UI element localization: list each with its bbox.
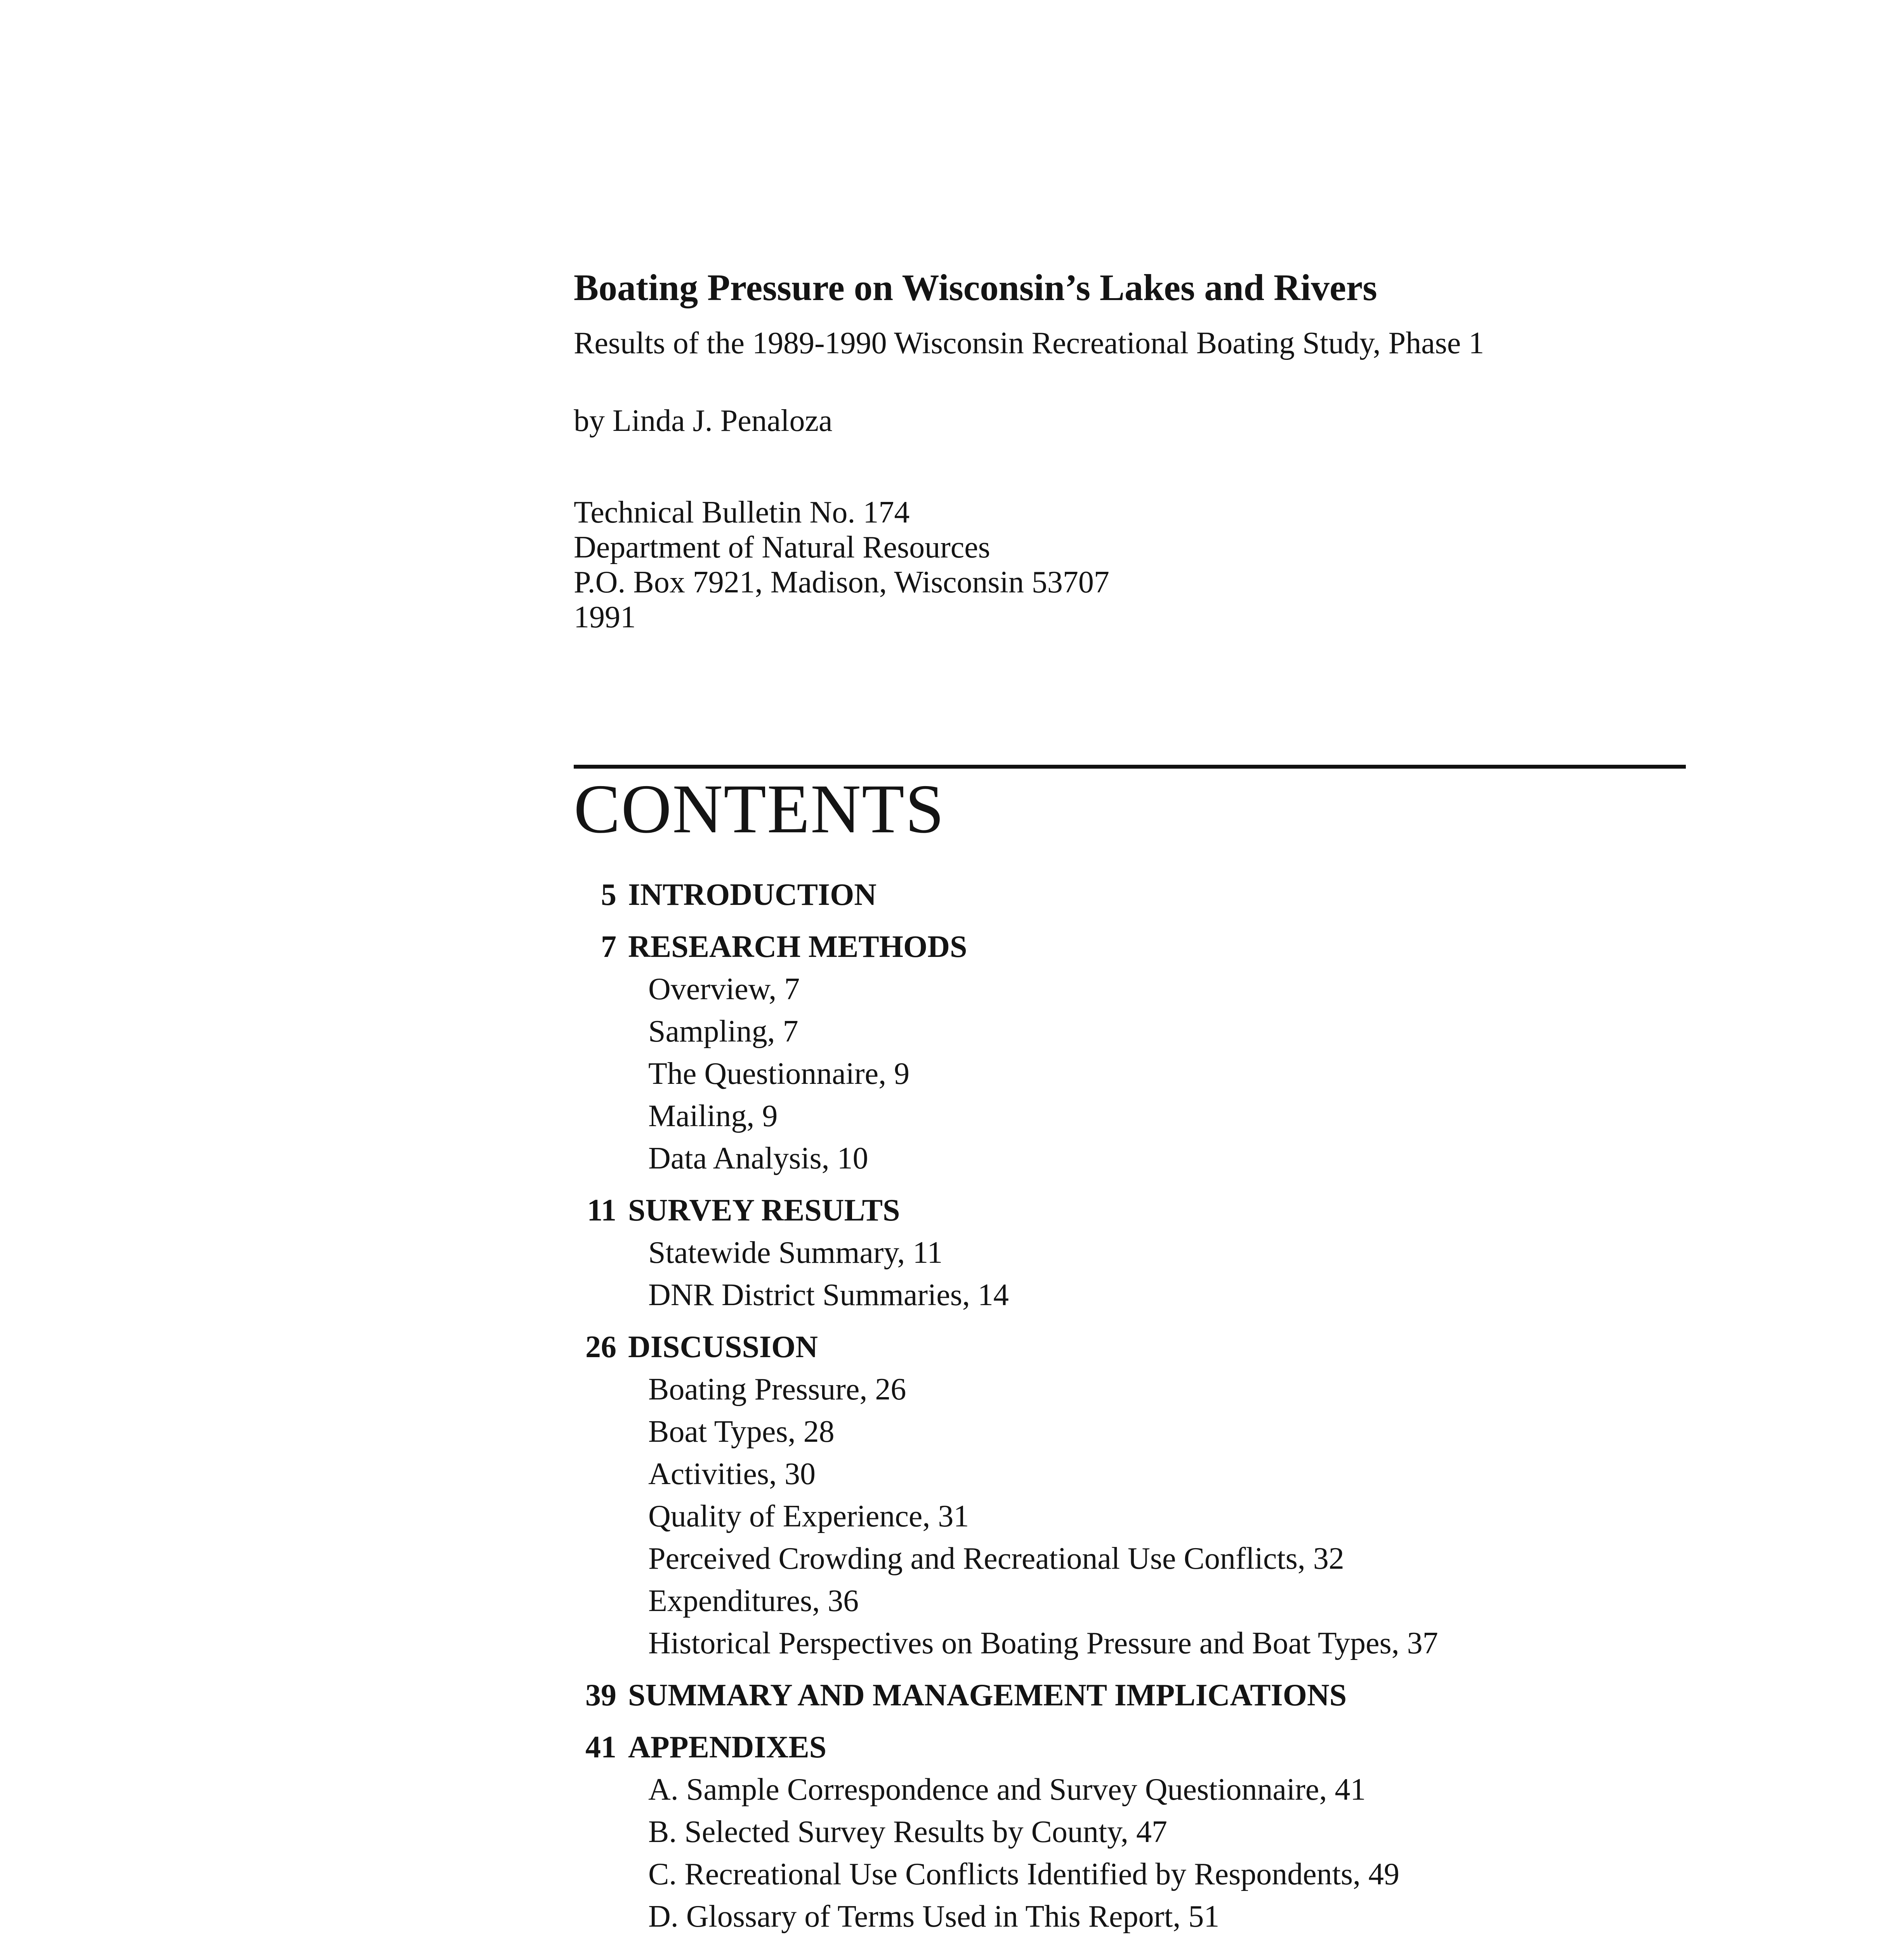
toc-subsection-entry: B. Selected Survey Results by County, 47: [648, 1815, 1167, 1849]
document-author: by Linda J. Penaloza: [574, 404, 833, 438]
toc-subsection-entry: Historical Perspectives on Boating Pressure and Boat Types, 37: [648, 1626, 1438, 1660]
toc-section-title: SURVEY RESULTS: [628, 1193, 900, 1227]
toc-subsection-entry: D. Glossary of Terms Used in This Report, 51: [648, 1899, 1220, 1934]
toc-section: [571, 873, 1813, 916]
toc-subsection-entry: Mailing, 9: [648, 1099, 778, 1133]
bulletin-number: Technical Bulletin No. 174: [574, 495, 910, 530]
toc-section-title: APPENDIXES: [628, 1730, 827, 1764]
publication-year: 1991: [574, 600, 636, 634]
toc-subsection-entry: Expenditures, 36: [648, 1584, 859, 1618]
toc-section-title: DISCUSSION: [628, 1330, 818, 1364]
toc-subsection-entry: C. Recreational Use Conflicts Identified by Respondents, 49: [648, 1857, 1400, 1891]
toc-section-heading: [571, 1674, 1813, 1717]
publication-info: [574, 495, 1109, 635]
toc-section-page-number: 5: [601, 878, 616, 912]
toc-section: [571, 925, 1813, 1180]
toc-section-page-number: 39: [585, 1678, 616, 1712]
contents-heading: CONTENTS: [574, 770, 945, 847]
contents-divider-rule: [574, 765, 1686, 769]
toc-subsection-entry: DNR District Summaries, 14: [648, 1278, 1009, 1312]
toc-section-heading: [571, 1189, 1813, 1232]
toc-section-page-number: 26: [585, 1330, 616, 1364]
toc-section: [571, 1189, 1813, 1316]
toc-section-heading: [571, 873, 1813, 916]
document-title: Boating Pressure on Wisconsin’s Lakes and Rivers: [574, 267, 1377, 308]
toc-section: [571, 1726, 1813, 1938]
document-subtitle: Results of the 1989-1990 Wisconsin Recreational Boating Study, Phase 1: [574, 326, 1484, 360]
toc-section-heading: [571, 925, 1813, 968]
table-of-contents: [571, 873, 1813, 1941]
toc-subsection-entry: Activities, 30: [648, 1457, 816, 1491]
toc-section-title: RESEARCH METHODS: [628, 930, 967, 964]
toc-section: [571, 1674, 1813, 1717]
toc-subsection-entry: Overview, 7: [648, 972, 800, 1006]
toc-subsection-entry: A. Sample Correspondence and Survey Questionnaire, 41: [648, 1773, 1366, 1807]
toc-section: [571, 1326, 1813, 1665]
toc-subsection-entry: Data Analysis, 10: [648, 1141, 868, 1175]
toc-section-page-number: 11: [587, 1193, 616, 1227]
toc-subsection-entry: Boating Pressure, 26: [648, 1372, 906, 1406]
toc-subsection-entry: Perceived Crowding and Recreational Use Conflicts, 32: [648, 1542, 1344, 1576]
toc-subsection-entry: Quality of Experience, 31: [648, 1499, 969, 1533]
toc-section-title: INTRODUCTION: [628, 878, 877, 912]
toc-subsection-entry: The Questionnaire, 9: [648, 1057, 910, 1091]
toc-subsection-entry: Boat Types, 28: [648, 1415, 835, 1449]
toc-section-heading: [571, 1326, 1813, 1368]
toc-subsection-entry: Sampling, 7: [648, 1014, 798, 1049]
toc-section-heading: [571, 1726, 1813, 1769]
toc-subsection-entry: Statewide Summary, 11: [648, 1236, 943, 1270]
mailing-address: P.O. Box 7921, Madison, Wisconsin 53707: [574, 565, 1109, 599]
toc-section-title: SUMMARY AND MANAGEMENT IMPLICATIONS: [628, 1678, 1347, 1712]
department-name: Department of Natural Resources: [574, 530, 990, 564]
toc-section-page-number: 41: [585, 1730, 616, 1764]
toc-section-page-number: 7: [601, 930, 616, 964]
